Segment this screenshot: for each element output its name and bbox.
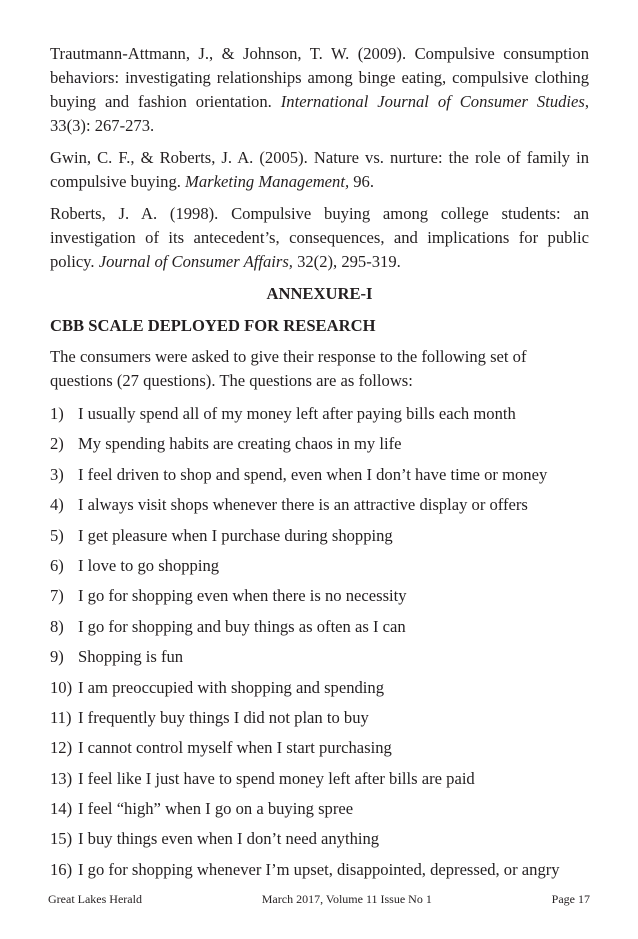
question-number: 2) (50, 434, 64, 454)
question-number: 7) (50, 586, 64, 606)
footer-journal-name: Great Lakes Herald (48, 892, 142, 906)
question-list (50, 402, 589, 888)
question-item (50, 402, 589, 432)
question-text: I feel like I just have to spend money left after bills are paid (78, 768, 475, 788)
question-text: I am preoccupied with shopping and spending (78, 677, 384, 697)
question-item (50, 736, 589, 766)
page-footer (48, 892, 590, 907)
question-item (50, 615, 589, 645)
reference-entry (50, 202, 589, 274)
question-text: I buy things even when I don’t need anything (78, 829, 380, 849)
question-item (50, 524, 589, 554)
reference-text: Trautmann-Attmann, J., & Johnson, T. W. (2009). Compulsive consumption behaviors: investigating relationships among binge eating, compulsive clothing buying and fashion orientation. (50, 44, 589, 111)
question-number: 6) (50, 555, 64, 575)
question-item (50, 676, 589, 706)
question-number: 4) (50, 495, 64, 515)
question-item (50, 493, 589, 523)
annexure-title: ANNEXURE-I (266, 284, 373, 303)
question-number: 14) (50, 799, 73, 819)
reference-details: , 33(3): 267-273. (50, 92, 589, 135)
question-number: 1) (50, 404, 64, 423)
question-number: 9) (50, 647, 64, 667)
reference-entry (50, 146, 589, 194)
reference-text: Gwin, C. F., & Roberts, J. A. (2005). Nature vs. nurture: the role of family in compulsive buying. (50, 148, 589, 191)
reference-journal: International Journal of Consumer Studies (280, 92, 585, 111)
question-item (50, 827, 589, 857)
question-number: 15) (50, 829, 73, 849)
footer-issue: March 2017, Volume 11 Issue No 1 (261, 892, 432, 906)
section-title: CBB SCALE DEPLOYED FOR RESEARCH (50, 316, 376, 335)
question-item (50, 463, 589, 493)
question-text: I feel driven to shop and spend, even when I don’t have time or money (78, 464, 548, 484)
question-item (50, 432, 589, 462)
question-text: I feel “high” when I go on a buying spree (78, 799, 354, 819)
question-number: 10) (50, 677, 73, 697)
question-number: 3) (50, 464, 64, 484)
question-text: My spending habits are creating chaos in my life (78, 434, 402, 454)
question-item (50, 554, 589, 584)
question-number: 13) (50, 768, 73, 788)
question-number: 11) (50, 707, 72, 727)
question-item (50, 858, 589, 888)
question-text: I go for shopping even when there is no necessity (78, 586, 407, 606)
reference-journal: Journal of Consumer Affairs, (98, 252, 293, 271)
question-item (50, 797, 589, 827)
intro-paragraph: The consumers were asked to give their response to the following set of questions (27 questions). The questions are as follows: (50, 347, 527, 390)
question-text: I frequently buy things I did not plan to buy (78, 707, 369, 727)
question-item (50, 767, 589, 797)
question-text: I get pleasure when I purchase during shopping (78, 525, 393, 545)
question-number: 16) (50, 859, 73, 879)
reference-text: Roberts, J. A. (1998). Compulsive buying among college students: an investigation of its antecedent’s, consequences, and implications for public policy. (50, 204, 589, 271)
question-text: I go for shopping and buy things as often as I can (78, 616, 406, 636)
footer-page-number: Page 17 (551, 892, 590, 906)
reference-details: 96. (349, 172, 374, 191)
document-page (50, 42, 589, 888)
question-item (50, 645, 589, 675)
question-number: 8) (50, 616, 64, 636)
reference-journal: Marketing Management, (185, 172, 350, 191)
question-text: I always visit shops whenever there is an attractive display or offers (78, 495, 528, 515)
question-text: Shopping is fun (78, 647, 184, 667)
question-number: 12) (50, 738, 73, 758)
question-item (50, 706, 589, 736)
question-number: 5) (50, 525, 64, 545)
question-text: I cannot control myself when I start purchasing (78, 738, 392, 758)
reference-entry (50, 42, 589, 138)
question-text: I go for shopping whenever I’m upset, disappointed, depressed, or angry (78, 859, 560, 879)
question-item (50, 584, 589, 614)
reference-details: 32(2), 295-319. (292, 252, 401, 271)
question-text: I usually spend all of my money left after paying bills each month (78, 404, 516, 423)
question-text: I love to go shopping (78, 555, 220, 575)
